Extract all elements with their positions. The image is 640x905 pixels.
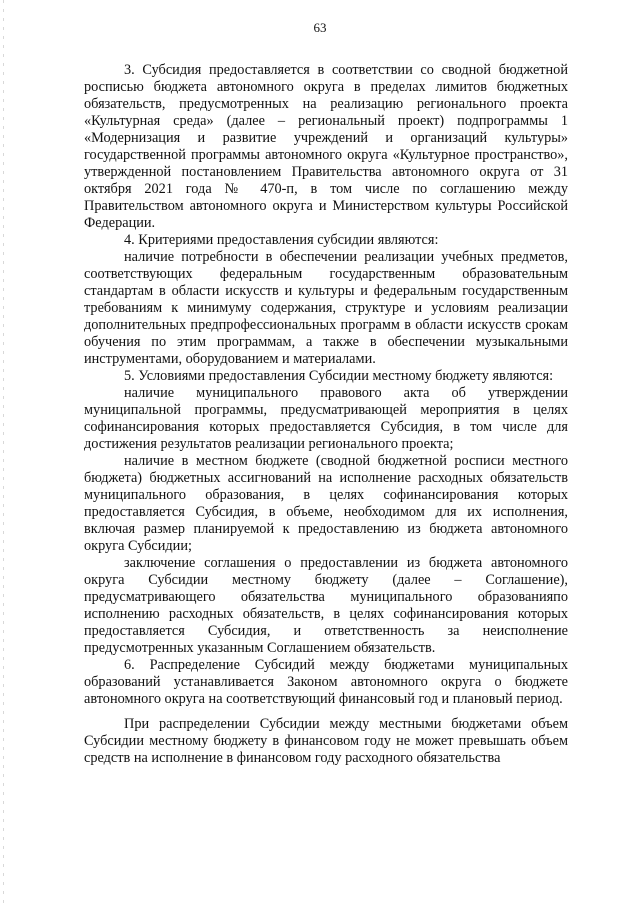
scan-edge-mark: [3, 0, 4, 905]
page-number: 63: [313, 20, 327, 35]
paragraph-4-criteria-heading: 4. Критериями предоставления субсидии являются:: [124, 232, 439, 248]
paragraph-distribution-limit: При распределении Субсидии между местными бюджетами объем Субсидии местному бюджету в финансовом году не может превышать объем средств на исполнение в финансовом году расходного обязательства: [84, 716, 568, 766]
paragraph-condition-legal-act: наличие муниципального правового акта об утверждении муниципальной программы, предусматривающей мероприятия в целях софинансирования которых предоставляется Субсидия, в том числе для достижения результатов реализации регионального проекта;: [84, 385, 568, 452]
paragraph-condition-budget-allocations: наличие в местном бюджете (сводной бюджетной росписи местного бюджета) бюджетных ассигнований на исполнение расходных обязательств муниципального образования, в целях софинансирования которых предоставляется Субсидия, в объеме, необходимом для их исполнения, включая размер планируемой к предоставлению из бюджета автономного округа Субсидии;: [84, 453, 568, 554]
paragraph-5-conditions-heading: 5. Условиями предоставления Субсидии местному бюджету являются:: [124, 368, 554, 384]
paragraph-3-subsidy-provision: 3. Субсидия предоставляется в соответствии со сводной бюджетной росписью бюджета автономного округа в пределах лимитов бюджетных обязательств, предусмотренных на реализацию регионального проекта «Культурная среда» (далее – региональный проект) подпрограммы 1 «Модернизация и развитие учреждений и организаций культуры» государственной программы автономного округа «Культурное пространство», утвержденной постановлением Правительства автономного округа от 31 октября 2021 года № 470-п, в том числе по соглашению между Правительством автономного округа и Министерством культуры Российской Федерации.: [84, 62, 568, 231]
document-body: [84, 62, 568, 767]
paragraph-condition-agreement: заключение соглашения о предоставлении из бюджета автономного округа Субсидии местному бюджету (далее – Соглашение), предусматривающего обязательства муниципального образованияпо исполнению расходных обязательств, в целях софинансирования которых предоставляется Субсидия, и ответственность за неисполнение предусмотренных указанным Соглашением обязательств.: [84, 555, 568, 656]
paragraph-criteria-need: наличие потребности в обеспечении реализации учебных предметов, соответствующих федеральным государственным образовательным стандартам в области искусств и культуры и федеральным государственным требованиям к минимуму содержания, структуре и условиям реализации дополнительных предпрофессиональных программ в области искусств срокам обучения по этим программам, а также в обеспечении музыкальными инструментами, оборудованием и материалами.: [84, 249, 568, 367]
paragraph-6-distribution: 6. Распределение Субсидий между бюджетами муниципальных образований устанавливается Законом автономного округа о бюджете автономного округа на соответствующий финансовый год и плановый период.: [84, 657, 568, 707]
